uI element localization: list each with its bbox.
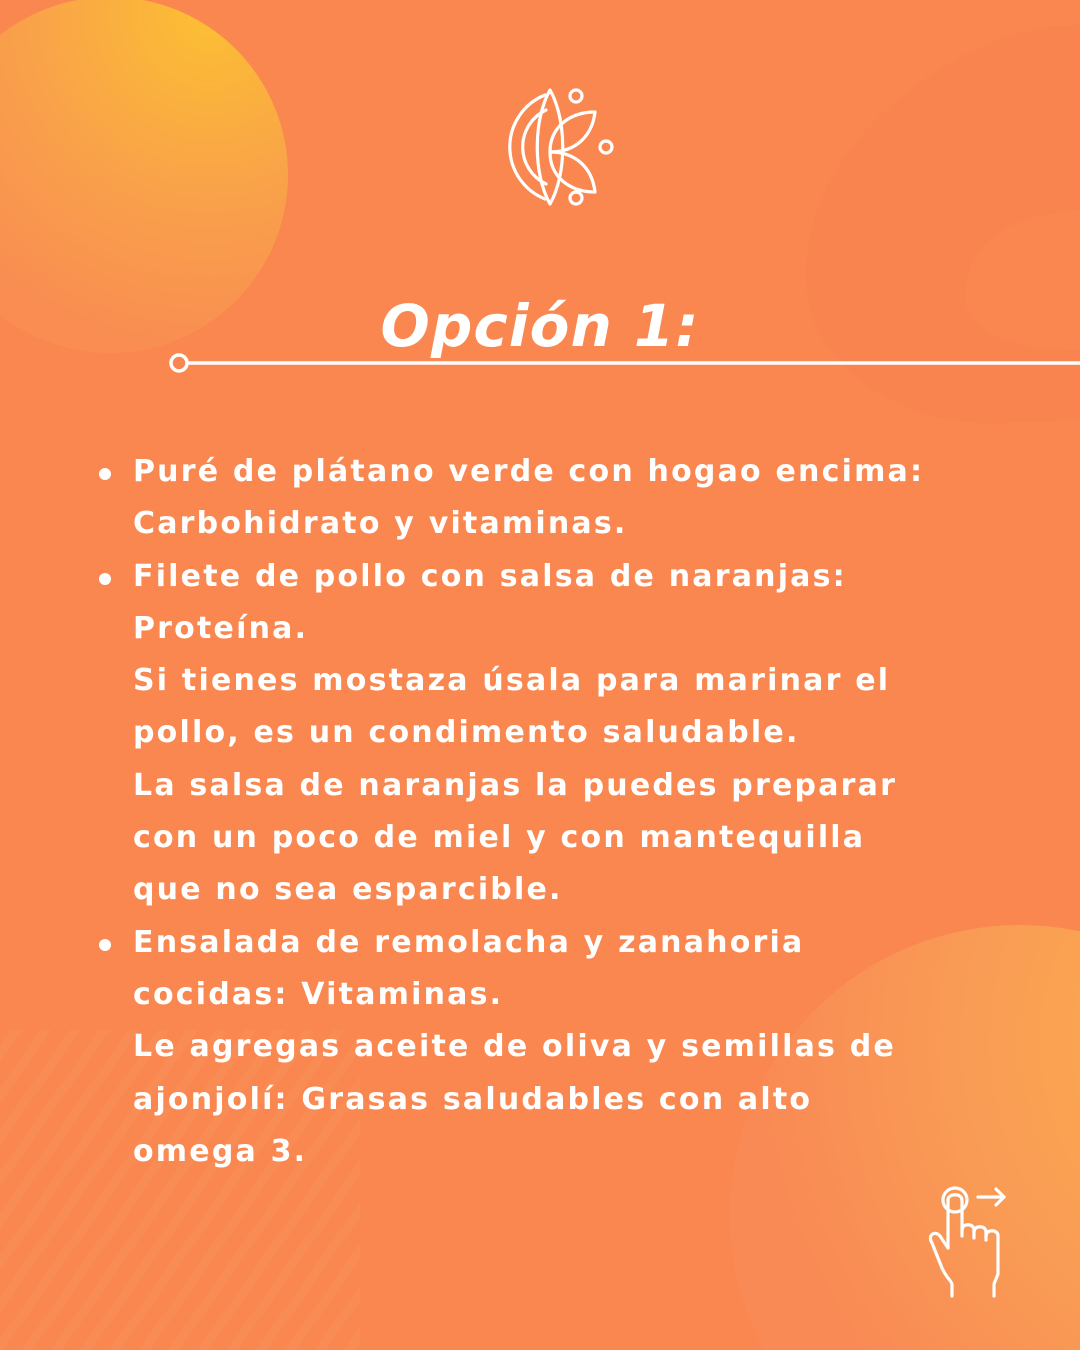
list-item-line: con un poco de miel y con mantequilla	[133, 820, 866, 856]
list-item-line: Le agregas aceite de oliva y semillas de	[133, 1029, 896, 1065]
list-item-line: Filete de pollo con salsa de naranjas:	[133, 558, 847, 594]
list-item-line: Si tienes mostaza úsala para marinar el	[133, 663, 891, 699]
list-item-line: La salsa de naranjas la puedes preparar	[133, 767, 898, 803]
list-item-line: pollo, es un condimento saludable.	[133, 715, 800, 751]
list-item-line: cocidas: Vitaminas.	[133, 976, 504, 1012]
list-item	[98, 446, 998, 551]
page-title: Opción 1:	[380, 292, 700, 360]
list-item-line: omega 3.	[133, 1133, 308, 1169]
list-item-line: Puré de plátano verde con hogao encima:	[133, 454, 925, 489]
list-item-line: que no sea esparcible.	[133, 872, 563, 908]
list-item	[98, 917, 998, 1178]
list-item-line: Proteína.	[133, 610, 309, 646]
title-underline	[166, 350, 1080, 376]
list-item-line: ajonjolí: Grasas saludables con alto	[133, 1081, 813, 1117]
list-item-line: Ensalada de remolacha y zanahoria	[133, 924, 805, 960]
option-list	[98, 446, 998, 1178]
list-item	[98, 551, 998, 917]
swipe-right-hand-icon[interactable]	[928, 1180, 1012, 1302]
list-item-line: Carbohidrato y vitaminas.	[133, 506, 628, 542]
lotus-leaf-circle-logo	[490, 82, 620, 212]
